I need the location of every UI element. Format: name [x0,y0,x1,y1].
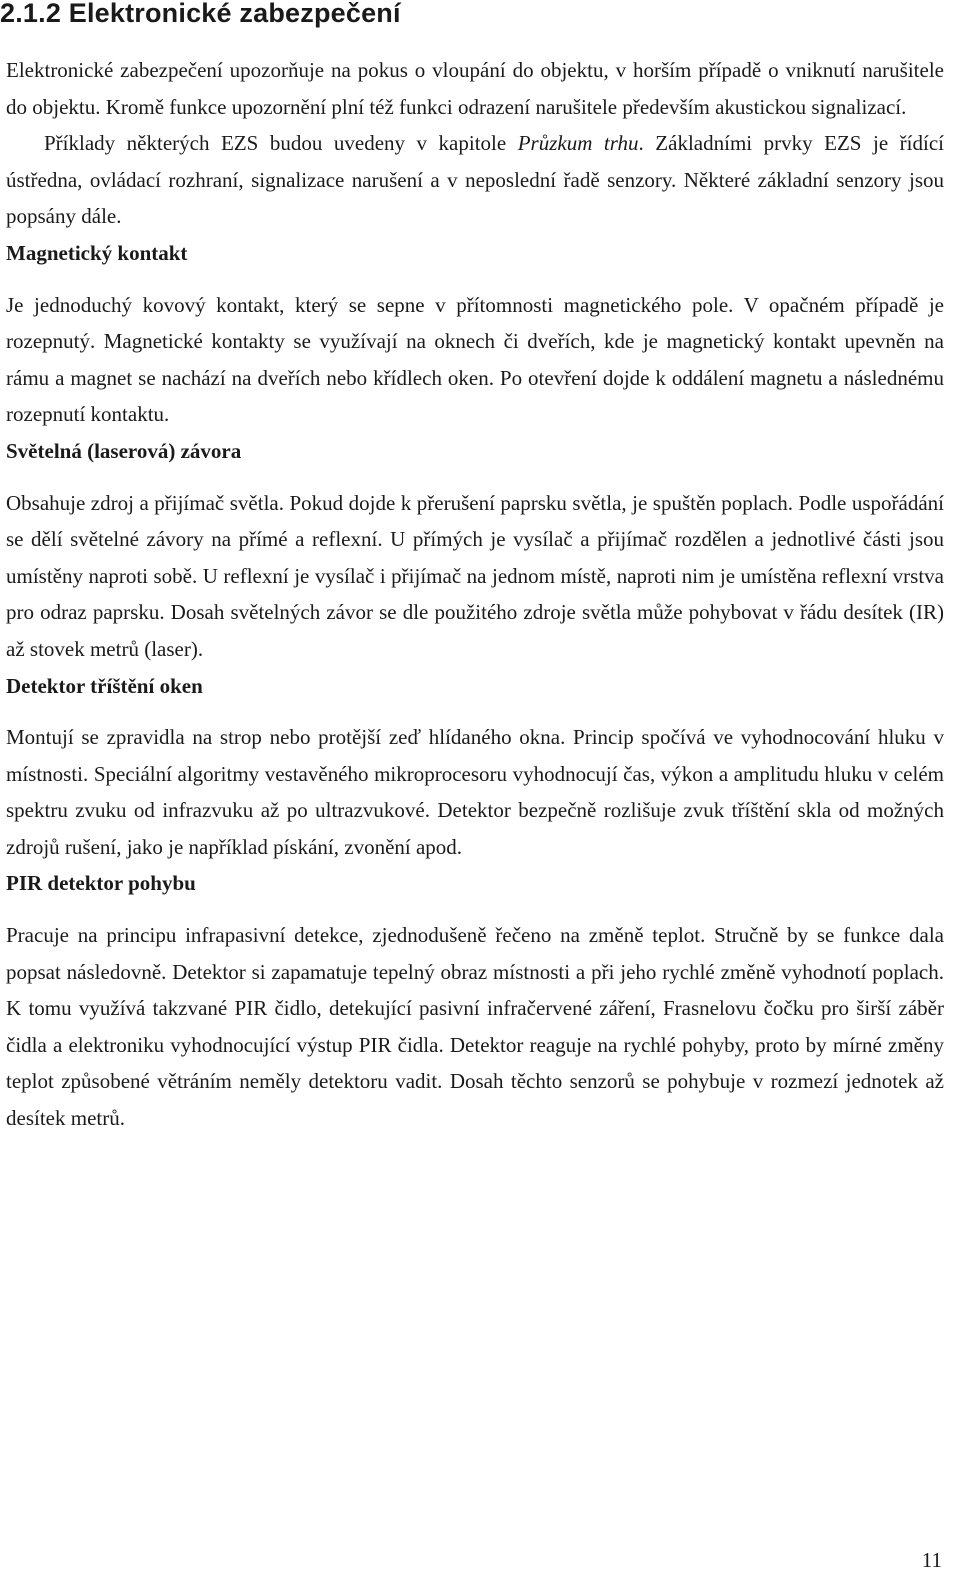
page-number: 11 [921,1548,942,1572]
subheading-pir-detector: PIR detektor pohybu [6,871,196,896]
intro-text-before-reference: Příklady některých EZS budou uvedeny v kapitole [44,131,518,156]
paragraph-magnetic-contact: Je jednoduchý kovový kontakt, který se sepne v přítomnosti magnetického pole. V opačném případě je rozepnutý. Magnetické kontakty se využívají na oknech či dveřích, kde je magnetický kontakt upevněn na rámu a magnet se nachází na dveřích nebo křídlech oken. Po otevření dojde k oddálení magnetu a následnému rozepnutí kontaktu. [6,292,944,427]
intro-paragraph: Elektronické zabezpečení upozorňuje na pokus o vloupání do objektu, v horším případě o vniknutí narušitele do objektu. Kromě funkce upozornění plní též funkci odrazení narušitele především akustickou signalizací. [6,58,944,119]
subheading-magnetic-contact: Magnetický kontakt [6,240,188,265]
section-title: 2.1.2 Elektronické zabezpečení [0,0,401,28]
paragraph-glass-break-detector: Montují se zpravidla na strop nebo protější zeď hlídaného okna. Princip spočívá ve vyhodnocování hluku v místnosti. Speciální algoritmy vestavěného mikroprocesoru vyhodnocují čas, výkon a amplitudu hluku v celém spektru zvuku od infrazvuku až po ultrazvukové. Detektor bezpečně rozlišuje zvuk tříštění skla od možných zdrojů rušení, jako je například pískání, zvonění apod. [6,725,944,859]
intro-text-after-reference: . Základními prvky EZS je řídící ústředna, ovládací rozhraní, signalizace narušení a v neposlední řadě senzory. Některé základní senzory jsou popsány dále. [6,131,944,229]
intro-paragraph-2 [6,125,944,235]
subheading-light-barrier: Světelná (laserová) závora [6,438,242,463]
chapter-reference: Průzkum trhu [517,131,639,156]
paragraph-pir-detector: Pracuje na principu infrapasivní detekce, zjednodušeně řečeno na změně teplot. Stručně by se funkce dala popsat následovně. Detektor si zapamatuje tepelný obraz místnosti a při jeho rychlé změně vyhodnotí poplach. K tomu využívá takzvané PIR čidlo, detekující pasivní infračervené záření, Frasnelovu čočku pro širší záběr čidla a elektroniku vyhodnocující výstup PIR čidla. Detektor reaguje na rychlé pohyby, proto by mírné změny teplot způsobené větráním neměly detektoru vadit. Dosah těchto senzorů se pohybuje v rozmezí jednotek až desítek metrů. [6,923,944,1131]
paragraph-light-barrier: Obsahuje zdroj a přijímač světla. Pokud dojde k přerušení paprsku světla, je spuštěn poplach. Podle uspořádání se dělí světelné závory na přímé a reflexní. U přímých je vysílač a přijímač rozdělen a jednotlivé části jsou umístěny naproti sobě. U reflexní je vysílač i přijímač na jednom místě, naproti nim je umístěna reflexní vrstva pro odraz paprsku. Dosah světelných závor se dle použitého zdroje světla může pohybovat v řádu desítek (IR) až stovek metrů (laser). [6,490,944,661]
subheading-glass-break-detector: Detektor tříštění oken [6,673,203,698]
